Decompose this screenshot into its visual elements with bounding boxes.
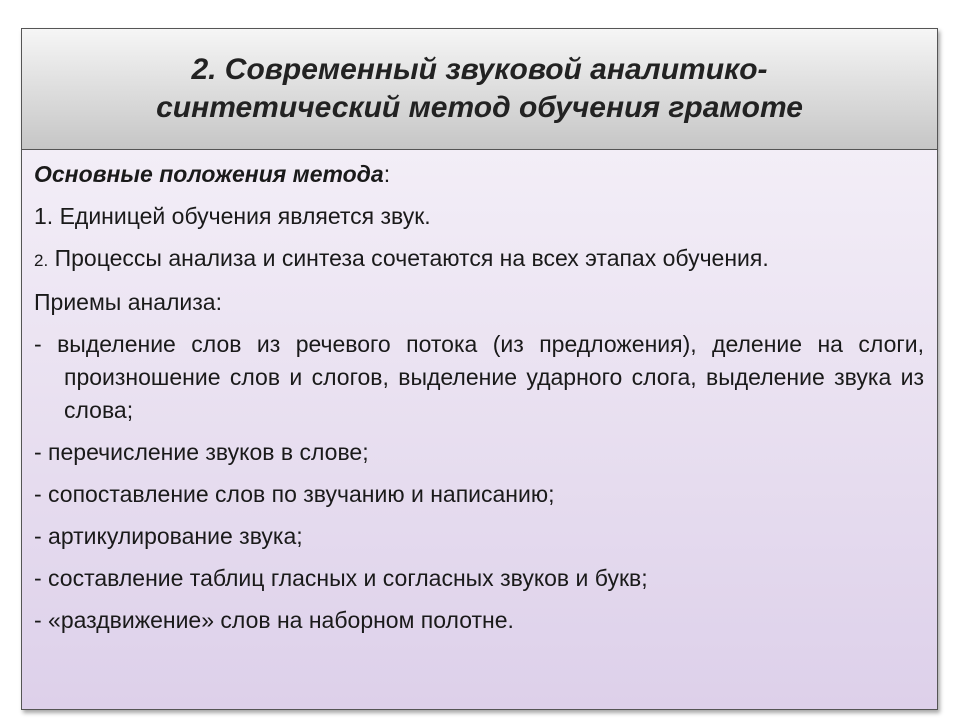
principles-heading-row	[34, 158, 924, 191]
analysis-item-5: - составление таблиц гласных и согласных звуков и букв;	[34, 565, 648, 591]
title-banner	[21, 28, 938, 150]
analysis-item-6: - «раздвижение» слов на наборном полотне.	[34, 607, 514, 633]
principles-heading-colon: :	[383, 161, 391, 187]
analysis-item-2: - перечисление звуков в слове;	[34, 439, 369, 465]
analysis-item-1: - выделение слов из речевого потока (из предложения), деление на слоги, произношение слов и слогов, выделение ударного слога, выделение звука из слова;	[34, 331, 924, 423]
principle-2-number: 2.	[34, 251, 49, 270]
title-line-1: 2. Современный звуковой аналитико-	[191, 53, 768, 86]
principle-1: 1. Единицей обучения является звук.	[34, 203, 431, 229]
title-line-2: синтетический метод обучения грамоте	[156, 91, 803, 124]
analysis-item-4: - артикулирование звука;	[34, 523, 303, 549]
analysis-heading: Приемы анализа:	[34, 289, 222, 315]
content-panel	[21, 150, 938, 710]
principle-2-text: Процессы анализа и синтеза сочетаются на всех этапах обучения.	[48, 245, 769, 271]
principle-2	[34, 242, 924, 277]
analysis-item-3: - сопоставление слов по звучанию и написанию;	[34, 481, 555, 507]
principles-heading: Основные положения метода	[34, 161, 384, 187]
